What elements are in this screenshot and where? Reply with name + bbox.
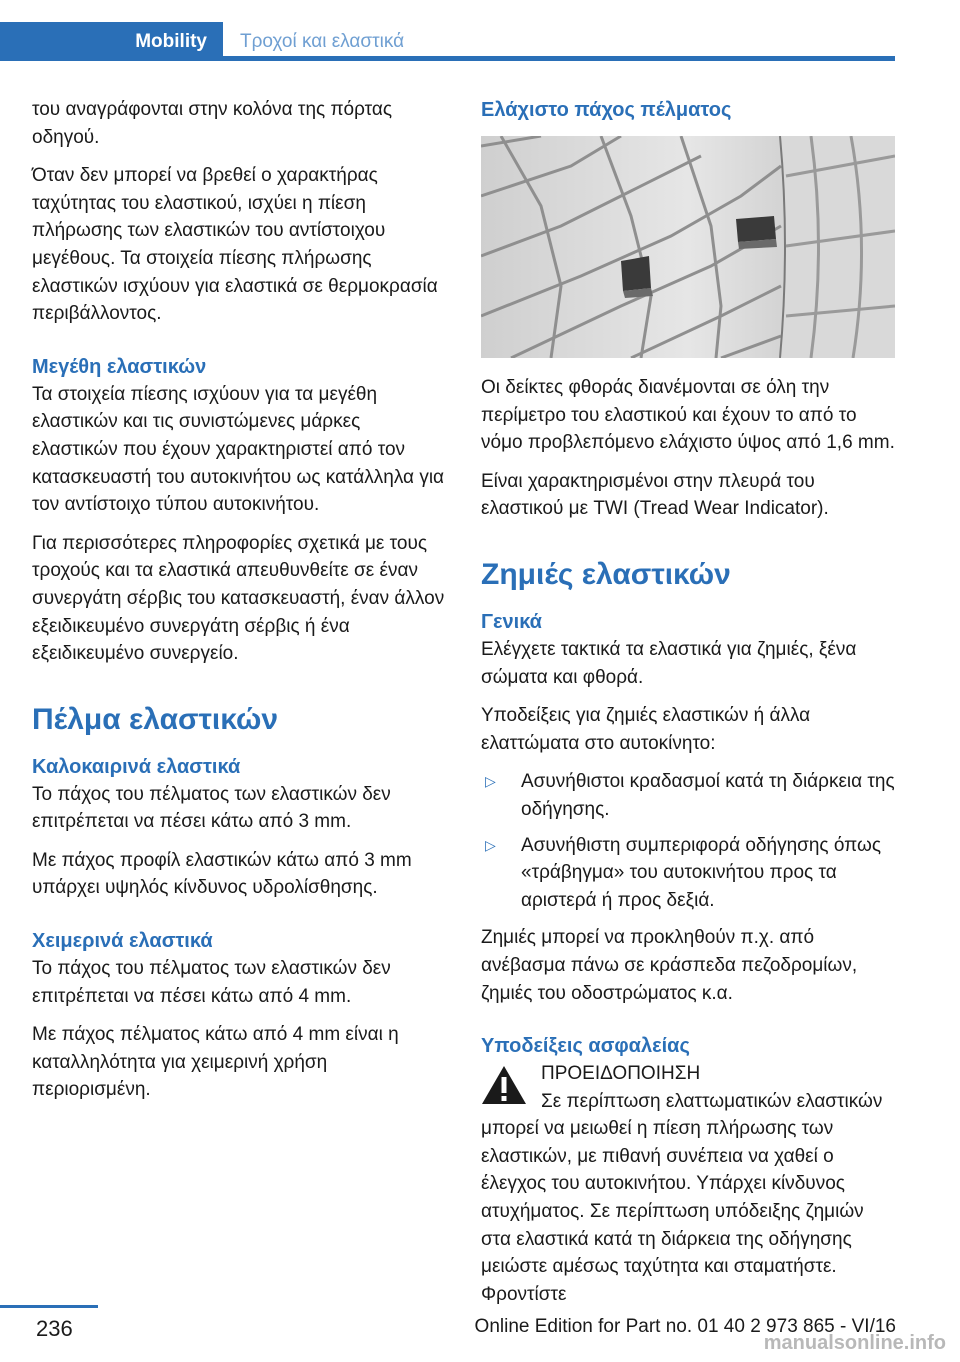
edition-info: Online Edition for Part no. 01 40 2 973 865 - VI/16 [474,1316,896,1337]
right-column [481,96,897,1308]
heading-tire-sizes: Μεγέθη ελαστικών [32,355,207,378]
warning-title: ΠΡΟΕΙΔΟΠΟΙΗΣΗ [541,1063,701,1085]
chapter-title: Τροχοί και ελαστικά [240,31,405,52]
paragraph: Για περισσότερες πληροφορίες σχετικά με τους τροχούς και τα ελαστικά απευθυνθείτε σε έναν συνεργάτη σέρβις του κατασκευαστή, έναν άλλον εξειδικευμένο συνεργάτη σέρβις ή ένα εξειδικευμένο συνεργείο. [32,532,445,665]
left-column [32,96,450,1115]
section-tab: Mobility [0,22,223,61]
heading-tire-damage: Ζημιές ελαστικών [481,557,731,591]
heading-general: Γενικά [481,610,542,633]
watermark: manualsonline.info [763,1332,946,1354]
paragraph: του αναγράφονται στην κολόνα της πόρτας οδηγού. [32,99,393,148]
warning-text: Σε περίπτωση ελαττωματικών ελαστικών μπορεί να μειωθεί η πίεση πλήρωσης των ελαστικών, με πιθανή συνέπεια να χαθεί ο έλεγχος του αυτοκινήτου. Υπάρχει κίνδυνος ατυχήματος. Σε περίπτωση υπόδειξης ζημιών στα ελαστικά κατά τη διάρκεια της οδήγησης μειώστε αμέσως ταχύτητα και σταματήστε. Φροντίστε [481,1090,883,1305]
paragraph: Όταν δεν μπορεί να βρεθεί ο χαρακτήρας ταχύτητας του ελαστικού, ισχύει η πίεση πλήρωσης των ελαστικών του αντίστοιχου μεγέθους. Τα στοιχεία πίεσης πλήρωσης ελαστικών ισχύουν για ελαστικά σε θερμοκρασία περιβάλλοντος. [32,165,438,325]
list-item: ▷ Ασυνήθιστοι κραδασμοί κατά τη διάρκεια της οδήγησης. [481,768,897,823]
list-item: ▷ Ασυνήθιστη συμπεριφορά οδήγησης όπως «τράβηγμα» του αυτοκινήτου προς τα αριστερά ή προς δεξιά. [481,832,897,915]
page-number: 236 [36,1316,73,1341]
triangle-bullet-icon: ▷ [485,836,496,853]
paragraph: Το πάχος του πέλματος των ελαστικών δεν επιτρέπεται να πέσει κάτω από 4 mm. [32,958,391,1007]
warning-triangle-icon [481,1064,527,1106]
heading-summer-tires: Καλοκαιρινά ελαστικά [32,755,241,778]
paragraph: Το πάχος του πέλματος των ελαστικών δεν επιτρέπεται να πέσει κάτω από 3 mm. [32,783,391,833]
heading-min-tread-depth: Ελάχιστο πάχος πέλματος [481,99,732,121]
damage-indicator-list [481,768,897,914]
paragraph: Με πάχος προφίλ ελαστικών κάτω από 3 mm υπάρχει υψηλός κίνδυνος υδρολίσθησης. [32,849,412,899]
footer-rule [0,1305,98,1308]
heading-winter-tires: Χειμερινά ελαστικά [32,930,213,953]
paragraph: Τα στοιχεία πίεσης ισχύουν για τα μεγέθη ελαστικών και τις συνιστώμενες μάρκες ελαστικών που έχουν χαρακτηριστεί από τον κατασκευαστή του αυτοκινήτου ως κατάλληλα για τον αντίστοιχο τύπου αυτοκινήτου. [32,383,445,516]
paragraph: Υποδείξεις για ζημιές ελαστικών ή άλλα ελαττώματα στο αυτοκίνητο: [481,705,811,754]
heading-tire-tread: Πέλμα ελαστικών [32,702,279,736]
heading-safety-notes: Υποδείξεις ασφαλείας [481,1035,690,1058]
paragraph: Είναι χαρακτηρισμένοι στην πλευρά του ελαστικού με TWI (Tread Wear Indicator). [481,470,829,520]
paragraph: Με πάχος πέλματος κάτω από 4 mm είναι η καταλληλότητα για χειμερινή χρήση περιορισμένη. [32,1024,399,1101]
warning-box [481,1060,897,1308]
page-header [0,0,960,62]
triangle-bullet-icon: ▷ [485,773,496,790]
header-rule [0,56,895,61]
paragraph: Οι δείκτες φθοράς διανέμονται σε όλη την περίμετρο του ελαστικού και έχουν το από το νόμο προβλεπόμενο ελάχιστο ύψος από 1,6 mm. [481,377,895,454]
tire-tread-wear-indicator-image [481,136,895,358]
paragraph: Ζημιές μπορεί να προκληθούν π.χ. από ανέβασμα πάνω σε κράσπεδα πεζοδρομίων, ζημιές του οδοστρώματος κ.α. [481,927,858,1004]
paragraph: Ελέγχετε τακτικά τα ελαστικά για ζημιές, ξένα σώματα και φθορά. [481,638,857,688]
